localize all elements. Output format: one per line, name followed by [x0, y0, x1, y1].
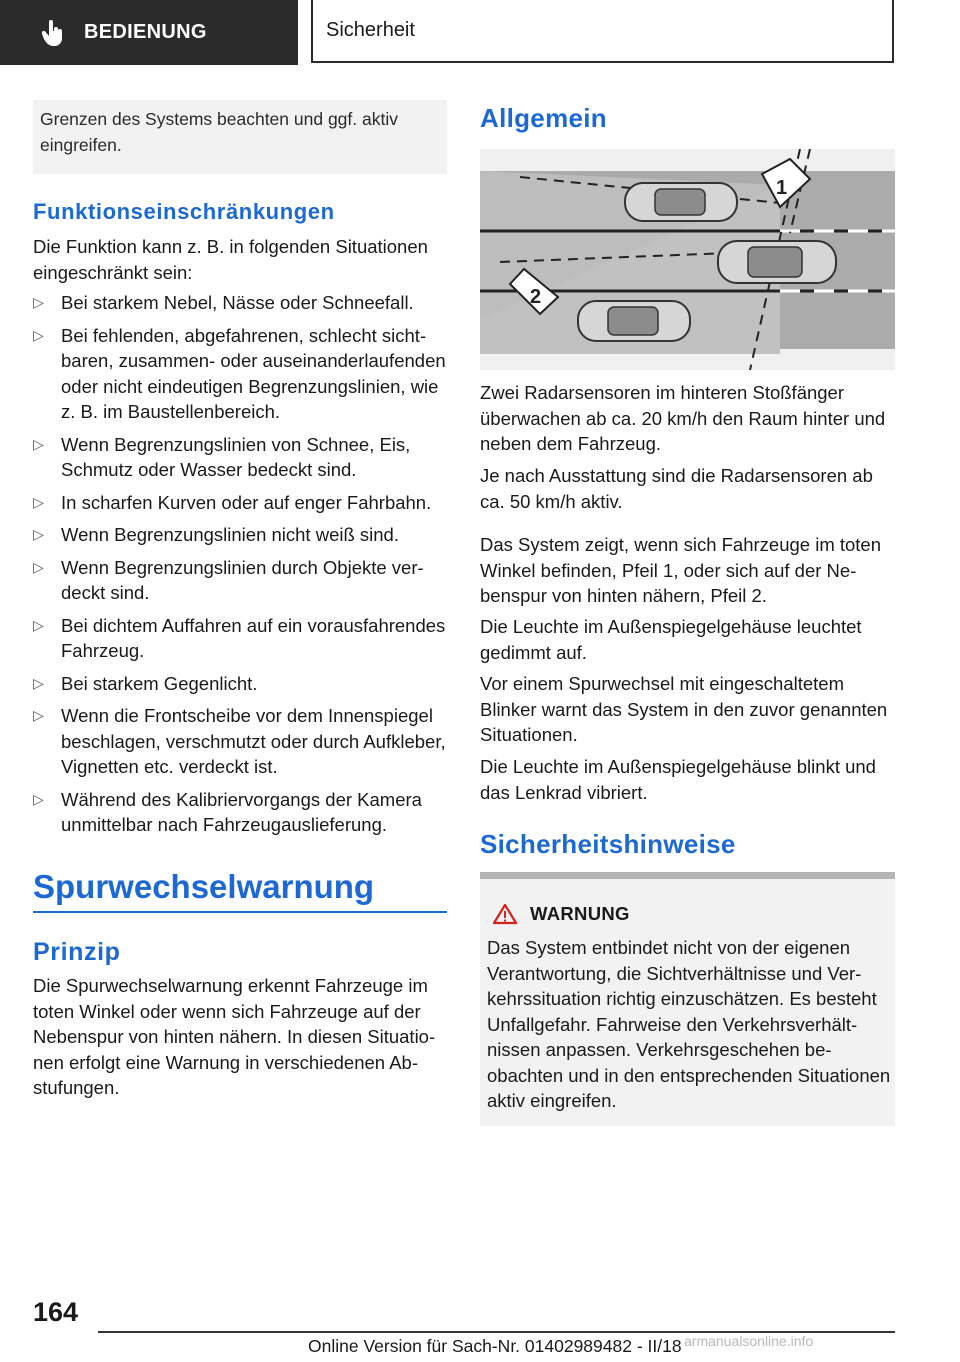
- list-item: ▷ Während des Kalibriervorgangs der Kamera unmittelbar nach Fahrzeugauslieferung.: [33, 788, 422, 835]
- bullet-triangle-icon: ▷: [33, 435, 44, 452]
- main-heading: Spurwechselwarnung: [33, 868, 375, 905]
- warning-header: [492, 903, 630, 925]
- list-item: ▷ Wenn Begrenzungslinien von Schnee, Eis, Schmutz oder Wasser bedeckt sind.: [33, 433, 411, 480]
- list-item: ▷ Wenn die Frontscheibe vor dem Innenspiegel beschlagen, verschmutzt oder durch Aufkleber, Vignetten etc. verdeckt ist.: [33, 705, 446, 777]
- bullet-triangle-icon: ▷: [33, 790, 44, 807]
- note-box: [33, 100, 447, 174]
- section-title: BEDIENUNG: [84, 21, 207, 43]
- general-para-1: Zwei Radarsensoren im hinteren Stoßfänger überwachen ab ca. 20 km/h den Raum hinter und neben dem Fahrzeug.: [480, 382, 886, 454]
- list-item: ▷ Wenn Begrenzungslinien durch Objekte verdeckt sind.: [33, 556, 424, 603]
- bullet-triangle-icon: ▷: [33, 526, 44, 542]
- heading-rule: [33, 911, 447, 913]
- warning-title: WARNUNG: [530, 903, 630, 924]
- general-para-2: Je nach Ausstattung sind die Radarsensoren ab ca. 50 km/h aktiv.: [480, 465, 873, 512]
- bullet-triangle-icon: ▷: [33, 558, 44, 575]
- car-approaching: [578, 301, 690, 341]
- general-para-3: Das System zeigt, wenn sich Fahrzeuge im toten Winkel befinden, Pfeil 1, oder sich auf der Nebenspur von hinten nähern, Pfeil 2.: [480, 534, 882, 606]
- list-item: ▷ Bei dichtem Auffahren auf ein vorausfahrendes Fahrzeug.: [33, 614, 446, 661]
- safety-heading: Sicherheitshinweise: [480, 829, 736, 859]
- footer-version: Online Version für Sach-Nr. 01402989482 - II/18: [308, 1336, 682, 1356]
- lane-change-figure: [480, 149, 895, 370]
- list-item: ▷ Bei starkem Nebel, Nässe oder Schneefall.: [33, 290, 447, 316]
- principle-text: Die Spurwechselwarnung erkennt Fahrzeuge im toten Winkel oder wenn sich Fahrzeuge auf der Nebenspur von hinten nähern. In diesen Situationen erfolgt eine Warnung in verschiedenen Abstufungen.: [33, 975, 436, 1098]
- general-para-4: Die Leuchte im Außenspiegelgehäuse leuchtet gedimmt auf.: [480, 616, 862, 663]
- note-text: Grenzen des Systems beachten und ggf. aktiv eingreifen.: [40, 109, 398, 155]
- bullet-triangle-icon: ▷: [33, 294, 44, 310]
- general-para-6: Die Leuchte im Außenspiegelgehäuse blinkt und das Lenkrad vibriert.: [480, 756, 876, 803]
- warning-triangle-icon: [492, 903, 518, 925]
- watermark: armanualsonline.info: [684, 1333, 814, 1349]
- general-heading: Allgemein: [480, 103, 607, 133]
- bullet-triangle-icon: ▷: [33, 674, 44, 691]
- restrictions-heading: Funktionseinschränkungen: [33, 199, 335, 224]
- hand-pointer-icon: [42, 20, 64, 46]
- list-item: ▷ Bei fehlenden, abgefahrenen, schlecht sichtbaren, zusammen- oder auseinanderlaufenden oder nicht eindeutigen Begrenzungslinien, wie z. B. im Baustellenbereich.: [33, 324, 446, 422]
- arrow-1-label: 1: [776, 177, 788, 199]
- restrictions-list: [33, 290, 447, 845]
- bullet-triangle-icon: ▷: [33, 493, 44, 510]
- bullet-triangle-icon: ▷: [33, 616, 44, 633]
- blind-spot-diagram: [480, 149, 895, 370]
- car-blind-spot: [625, 183, 737, 221]
- page-number: 164: [33, 1297, 79, 1327]
- restrictions-intro: Die Funktion kann z. B. in folgenden Situationen eingeschränkt sein:: [33, 236, 428, 283]
- bullet-triangle-icon: ▷: [33, 707, 44, 723]
- arrow-2-label: 2: [530, 286, 542, 308]
- list-item: ▷ Bei starkem Gegenlicht.: [33, 671, 447, 697]
- list-item: ▷ In scharfen Kurven oder auf enger Fahrbahn.: [33, 490, 447, 516]
- warning-box: [480, 872, 895, 1126]
- list-item: ▷ Wenn Begrenzungslinien nicht weiß sind.: [33, 522, 447, 548]
- chapter-title: Sicherheit: [326, 19, 415, 41]
- chapter-tab: [311, 0, 894, 63]
- bullet-triangle-icon: ▷: [33, 326, 44, 343]
- section-tab: [0, 0, 298, 65]
- car-own: [718, 241, 836, 283]
- principle-heading: Prinzip: [33, 938, 121, 966]
- warning-text: Das System entbindet nicht von der eigenen Verantwortung, die Sichtverhältnisse und Verkehrssituation richtig einzuschätzen. Es besteht Unfallgefahr. Fahrweise den Verkehrsverhältnissen anpassen. Verkehrsgeschehen beobachten und in den entsprechenden Situationen aktiv eingreifen.: [487, 937, 891, 1111]
- general-para-5: Vor einem Spurwechsel mit eingeschaltetem Blinker warnt das System in den zuvor genannten Situationen.: [480, 673, 888, 745]
